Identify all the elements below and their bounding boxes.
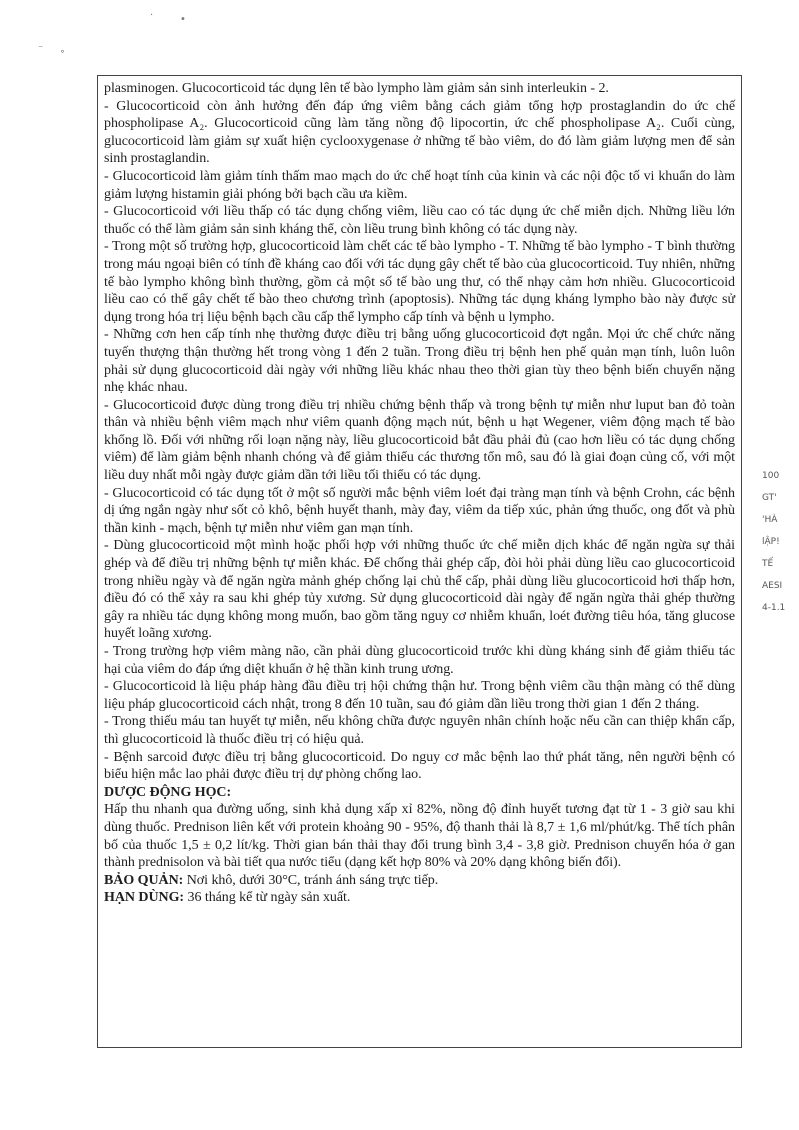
paragraph: - Glucocorticoid được dùng trong điều trị nhiều chứng bệnh thấp và trong bệnh tự miễn như luput ban đỏ toàn thân và nhiều bệnh viêm mạch như viêm quanh động mạch nút, bệnh u hạt Wegener, viêm động mạch tế bào khổng lồ. Đối với những rối loạn nặng này, liều glucocorticoid bắt đầu phải đủ (cao hơn liều có tác dụng chống viêm) để làm giảm bệnh nhanh chóng và để giảm thiểu các thương tổn mô, sau đó là giai đoạn củng cố, với một liều duy nhất mỗi ngày được giảm dần tới liều tối thiểu có tác dụng. — [104, 397, 735, 484]
scan-dot: · — [150, 10, 154, 21]
pharmacokinetics-text: Hấp thu nhanh qua đường uống, sinh khả dụng xấp xỉ 82%, nồng độ đỉnh huyết tương đạt từ 1 - 3 giờ sau khi dùng thuốc. Prednison liên kết với protein khoảng 90 - 95%, độ thanh thải là 8,7 ± 1,6 ml/phút/kg. Thể tích phân bố của thuốc 1,5 ± 0,2 lít/kg. Thời gian bán thải thay đổi trung bình 3,4 - 3,8 giờ. Prednison chuyển hóa ở gan thành prednisolon và bài tiết qua nước tiểu (dạng kết hợp 80% và 20% dạng không biến đổi). — [104, 802, 735, 871]
paragraph: plasminogen. Glucocorticoid tác dụng lên tế bào lympho làm giảm sản sinh interleukin - 2. — [104, 81, 609, 96]
margin-fragment: 4-1.1 — [762, 603, 786, 613]
pharmacokinetics-heading: DƯỢC ĐỘNG HỌC: — [104, 784, 232, 800]
margin-fragment: TẾ — [762, 559, 774, 569]
storage-label: BẢO QUẢN: — [104, 872, 184, 888]
paragraph: - Glucocorticoid là liệu pháp hàng đầu điều trị hội chứng thận hư. Trong bệnh viêm cầu thận màng có thể dùng liệu pháp glucocorticoid cách nhật, trong 8 đến 10 tuần, sau đó giảm dần liều trong thời gian 1 đến 2 tháng. — [104, 679, 735, 712]
margin-fragment: GT' — [762, 493, 777, 503]
paragraph: - Bệnh sarcoid được điều trị bằng glucocorticoid. Do nguy cơ mắc bệnh lao thứ phát tăng, nên người bệnh có biểu hiện mắc lao phải được điều trị dự phòng chống lao. — [104, 749, 735, 783]
scan-dot: ˳ — [60, 42, 65, 53]
storage-line — [104, 872, 735, 890]
document-frame — [97, 75, 742, 1048]
paragraph: - Những cơn hen cấp tính nhẹ thường được điều trị bằng uống glucocorticoid đợt ngắn. Mọi ức chế chức năng tuyến thượng thận thường hết trong vòng 1 đến 2 tuần. Trong điều trị bệnh hen phế quản mạn tính, luôn luôn phải sử dụng glucocorticoid dài ngày với những liều khác nhau theo thời gian tùy theo bệnh biến chuyển nặng nhẹ khác nhau. — [104, 327, 735, 396]
margin-fragment: AESI — [762, 581, 783, 591]
scan-dot: ⁻ — [38, 44, 44, 55]
margin-stamp-fragments — [762, 465, 798, 619]
margin-fragment: 100 — [762, 471, 780, 481]
scan-dot: • — [180, 14, 186, 25]
shelf-life-label: HẠN DÙNG: — [104, 890, 185, 906]
paragraph: - Dùng glucocorticoid một mình hoặc phối hợp với những thuốc ức chế miễn dịch khác để ngăn ngừa sự thải ghép và để điều trị những bệnh tự miễn khác. Để chống thải ghép cấp, đòi hỏi phải dùng liều cao glucocorticoid trong nhiều ngày và để ngăn ngừa mảnh ghép chống lại chủ thể cấp, phải dùng liều glucocorticoid hơi thấp hơn, điều đó có thể xảy ra sau khi ghép tủy xương. Sử dụng glucocorticoid dài ngày để ngăn ngừa thải ghép thường gây ra nhiều tác dụng không mong muốn, bao gồm tăng nguy cơ nhiễm khuẩn, loét đường tiêu hóa, tăng glucose huyết loãng xương. — [104, 538, 735, 642]
paragraph: - Glucocorticoid còn ảnh hưởng đến đáp ứng viêm bằng cách giảm tổng hợp prostaglandin do ức chế phospholipase A₂. Glucocorticoid cũng làm tăng nồng độ lipocortin, ức chế phospholipase A₂. Cuối cùng, glucocorticoid làm giảm sự xuất hiện cyclooxygenase ở những tế bào viêm, do đó làm giảm lượng men để sản sinh prostaglandin. — [104, 98, 735, 167]
document-body — [104, 80, 735, 907]
paragraph: - Trong trường hợp viêm màng não, cần phải dùng glucocorticoid trước khi dùng kháng sinh để giảm thiểu tác hại của viêm do đáp ứng diệt khuẩn ở hệ thần kinh trung ương. — [104, 644, 735, 677]
storage-text: Nơi khô, dưới 30°C, tránh ánh sáng trực tiếp. — [186, 872, 439, 888]
paragraph: - Glucocorticoid làm giảm tính thấm mao mạch do ức chế hoạt tính của kinin và các nội độc tố vi khuẩn do làm giảm lượng histamin giải phóng bởi bạch cầu ưa kiềm. — [104, 168, 735, 202]
paragraph: - Trong một số trường hợp, glucocorticoid làm chết các tế bào lympho - T. Những tế bào lympho - T bình thường trong máu ngoại biên có tính đề kháng cao đối với tác dụng gây chết tế bào của glucocorticoid. Tuy nhiên, những tế bào lympho không bình thường, gồm cả một số tế bào ung thư, có thể nhạy cảm hơn nhiều. Glucocorticoid liều cao có thể gây chết tế bào theo chương trình (apoptosis). Những tác dụng kháng lympho bào này được sử dụng trong hóa trị liệu bệnh bạch cầu cấp thể lympho cấp tính và bệnh u lympho. — [104, 239, 735, 325]
margin-fragment: lẬP! — [762, 537, 780, 547]
shelf-life-text: 36 tháng kể từ ngày sản xuất. — [187, 890, 351, 906]
paragraph: - Trong thiếu máu tan huyết tự miễn, nếu không chữa được nguyên nhân chính hoặc nếu cần can thiệp khẩn cấp, thì glucocorticoid là thuốc điều trị có hiệu quả. — [104, 714, 735, 747]
shelf-life-line — [104, 889, 735, 907]
paragraph: - Glucocorticoid có tác dụng tốt ở một số người mắc bệnh viêm loét đại tràng mạn tính và bệnh Crohn, các bệnh dị ứng ngắn ngày như sốt cỏ khô, bệnh huyết thanh, mày đay, viêm da tiếp xúc, phản ứng thuốc, ong đốt và phù thần kinh - mạch, bệnh tự miễn như viêm gan mạn tính. — [104, 485, 735, 536]
paragraph: - Glucocorticoid với liều thấp có tác dụng chống viêm, liều cao có tác dụng ức chế miễn dịch. Những liều lớn thuốc có thể làm giảm sản sinh kháng thể, còn liều trung bình không có tác dụng này. — [104, 204, 735, 237]
margin-fragment: 'HÀ — [762, 515, 778, 525]
